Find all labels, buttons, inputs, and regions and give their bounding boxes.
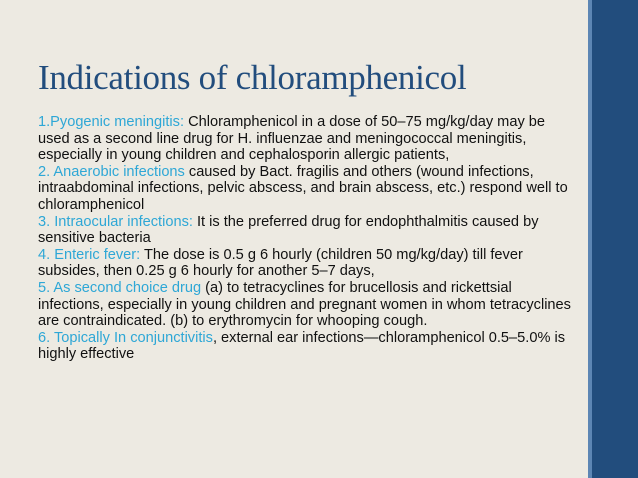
indication-item-2 (38, 164, 578, 214)
side-bar (592, 0, 638, 478)
indication-heading-5: 5. As second choice drug (38, 279, 202, 296)
indication-text-2: caused by Bact. fragilis and others (wound infections, intraabdominal infections, pelvic abscess, and brain abscess, etc.) respond well to chloramphenicol (38, 163, 568, 213)
indication-text-1: Chloramphenicol in a dose of 50–75 mg/kg/day may be used as a second line drug for H. influenzae and meningococcal meningitis, especially in young children and cephalosporin allergic patients, (38, 114, 546, 164)
indication-heading-3: 3. Intraocular infections: (38, 213, 193, 230)
indication-heading-6: 6. Topically In conjunctivitis (38, 329, 213, 346)
indication-heading-4: 4. Enteric fever: (38, 246, 141, 263)
indication-item-4 (38, 247, 578, 280)
indication-text-4: The dose is 0.5 g 6 hourly (children 50 mg/kg/day) till fever subsides, then 0.25 g 6 hourly for another 5–7 days, (38, 246, 523, 280)
slide-body (38, 114, 578, 363)
indication-item-5 (38, 280, 578, 330)
slide-title: Indications of chloramphenicol (38, 58, 467, 97)
indication-heading-2: 2. Anaerobic infections (38, 163, 185, 180)
indication-text-5: (a) to tetracyclines for brucellosis and rickettsial infections, especially in young children and pregnant women in whom tetracyclines are contraindicated. (b) to erythromycin for whooping cough. (38, 279, 571, 330)
indication-item-6 (38, 330, 578, 363)
indication-text-6: , external ear infections—chloramphenicol 0.5–5.0% is highly effective (38, 329, 566, 363)
indication-item-1 (38, 114, 578, 164)
indication-heading-1: 1.Pyogenic meningitis: (38, 114, 185, 130)
indication-item-3 (38, 214, 578, 247)
indication-text-3: It is the preferred drug for endophthalmitis caused by sensitive bacteria (38, 213, 539, 247)
